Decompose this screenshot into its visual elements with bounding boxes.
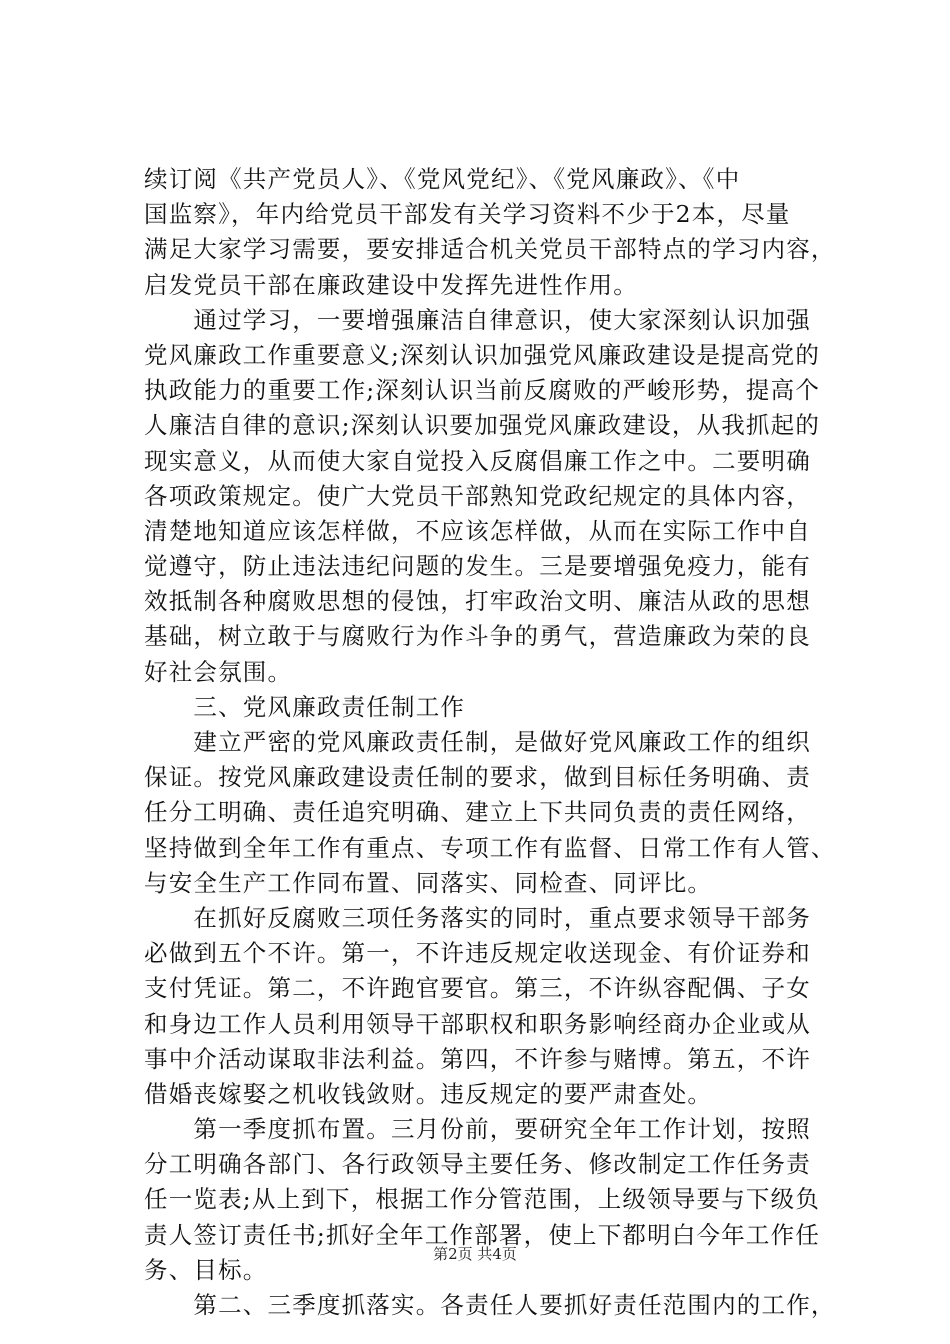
text-line: 人廉洁自律的意识;深刻认识要加强党风廉政建设，从我抓起的 bbox=[144, 411, 821, 440]
text-line: 续订阅《共产党员人》、《党风党纪》、《党风廉政》、《中 bbox=[144, 165, 741, 193]
body-text bbox=[144, 162, 836, 1323]
text-line: 基础，树立敢于与腐败行为作斗争的勇气，营造廉政为荣的良 bbox=[144, 622, 811, 651]
text-line: 执政能力的重要工作;深刻认识当前反腐败的严峻形势，提高个 bbox=[144, 376, 821, 405]
text-line: 第一季度抓布置。三月份前，要研究全年工作计划，按照 bbox=[144, 1115, 811, 1144]
text-line: 责人签订责任书;抓好全年工作部署，使上下都明白今年工作任 bbox=[144, 1220, 821, 1249]
text-line: 第二、三季度抓落实。各责任人要抓好责任范围内的工作， bbox=[144, 1291, 836, 1319]
text-line: 坚持做到全年工作有重点、专项工作有监督、日常工作有人管、 bbox=[144, 833, 836, 862]
page-number-label: 第2页 共4页 bbox=[433, 1245, 517, 1263]
text-line: 任一览表;从上到下，根据工作分管范围，上级领导要与下级负 bbox=[144, 1185, 821, 1214]
text-line: 分工明确各部门、各行政领导主要任务、修改制定工作任务责 bbox=[144, 1150, 811, 1179]
text-line: 事中介活动谋取非法利益。第四，不许参与赌博。第五，不许 bbox=[144, 1044, 811, 1073]
text-line: 清楚地知道应该怎样做，不应该怎样做，从而在实际工作中自 bbox=[144, 516, 811, 545]
text-line: 启发党员干部在廉政建设中发挥先进性作用。 bbox=[144, 270, 638, 299]
text-line: 在抓好反腐败三项任务落实的同时，重点要求领导干部务 bbox=[144, 903, 811, 932]
text-line: 满足大家学习需要，要安排适合机关党员干部特点的学习内容， bbox=[144, 235, 836, 264]
text-line: 现实意义，从而使大家自觉投入反腐倡廉工作之中。二要明确 bbox=[144, 446, 811, 475]
text-line: 必做到五个不许。第一，不许违反规定收送现金、有价证券和 bbox=[144, 939, 811, 968]
text-line: 效抵制各种腐败思想的侵蚀，打牢政治文明、廉洁从政的思想 bbox=[144, 587, 811, 616]
text-line: 务、目标。 bbox=[144, 1255, 268, 1284]
text-line: 国监察》，年内给党员干部发有关学习资料不少于2本，尽量 bbox=[144, 200, 791, 229]
text-line: 借婚丧嫁娶之机收钱敛财。违反规定的要严肃查处。 bbox=[144, 1079, 713, 1108]
text-line: 各项政策规定。使广大党员干部熟知党政纪规定的具体内容， bbox=[144, 481, 811, 510]
text-line: 建立严密的党风廉政责任制，是做好党风廉政工作的组织 bbox=[144, 728, 811, 756]
text-line: 好社会氛围。 bbox=[144, 657, 293, 686]
text-line: 保证。按党风廉政建设责任制的要求，做到目标任务明确、责 bbox=[144, 763, 811, 792]
section-heading: 三、党风廉政责任制工作 bbox=[144, 692, 466, 721]
text-line: 与安全生产工作同布置、同落实、同检查、同评比。 bbox=[144, 868, 713, 897]
text-line: 党风廉政工作重要意义;深刻认识加强党风廉政建设是提高党的 bbox=[144, 340, 821, 369]
page-footer bbox=[0, 1244, 950, 1264]
text-line: 支付凭证。第二，不许跑官要官。第三，不许纵容配偶、子女 bbox=[144, 974, 811, 1003]
text-line: 任分工明确、责任追究明确、建立上下共同负责的责任网络， bbox=[144, 798, 811, 827]
text-line: 通过学习，一要增强廉洁自律意识，使大家深刻认识加强 bbox=[144, 305, 811, 334]
text-line: 和身边工作人员利用领导干部职权和职务影响经商办企业或从 bbox=[144, 1009, 811, 1038]
text-line: 觉遵守，防止违法违纪问题的发生。三是要增强免疫力，能有 bbox=[144, 552, 811, 581]
